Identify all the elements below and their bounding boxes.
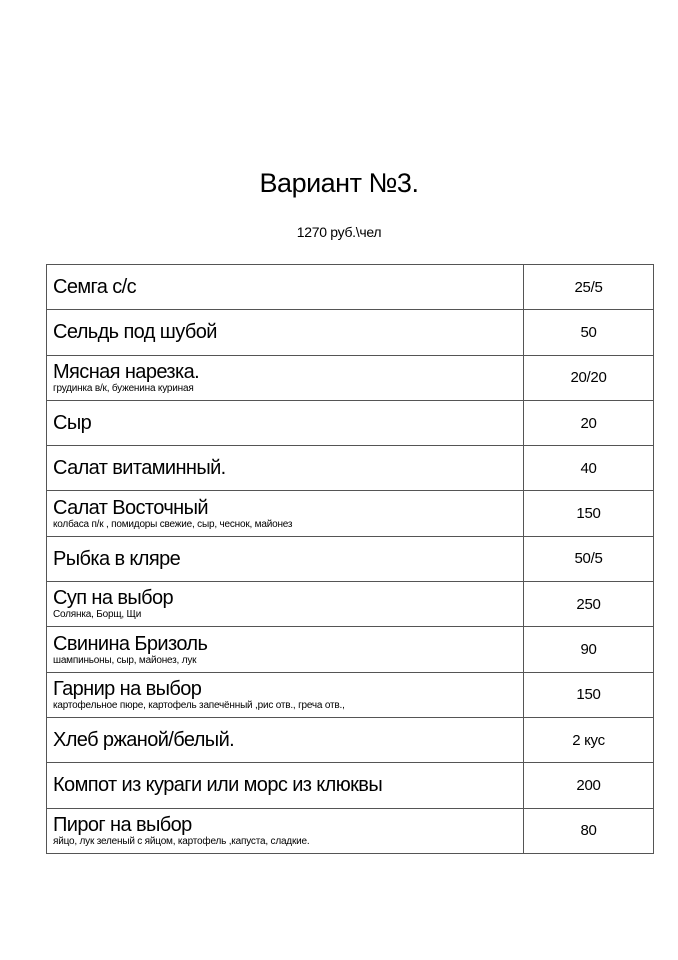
dish-name: Семга с/с (53, 276, 137, 299)
dish-cell (47, 582, 524, 627)
dish-cell (47, 763, 524, 808)
dish-name: Хлеб ржаной/белый. (53, 729, 235, 752)
menu-row (47, 582, 654, 627)
dish-cell (47, 400, 524, 445)
dish-name: Компот из кураги или морс из клюквы (53, 774, 383, 797)
dish-cell (47, 627, 524, 672)
dish-portion: 25/5 (524, 265, 654, 310)
dish-name: Рыбка в кляре (53, 547, 181, 570)
dish-name: Свинина Бризоль (53, 632, 208, 655)
menu-row (47, 446, 654, 491)
dish-description: картофельное пюре, картофель запечённый ,рис отв., греча отв., (53, 699, 345, 711)
dish-cell (47, 355, 524, 400)
dish-description: яйцо, лук зеленый с яйцом, картофель ,капуста, сладкие. (53, 835, 310, 847)
dish-description: Солянка, Борщ, Щи (53, 609, 142, 621)
price-per-person: 1270 руб.\чел (296, 224, 382, 240)
dish-name: Сельдь под шубой (53, 321, 217, 344)
menu-row (47, 355, 654, 400)
menu-row (47, 310, 654, 355)
dish-name: Суп на выбор (53, 587, 174, 610)
page-title: Вариант №3. (259, 168, 419, 198)
dish-portion: 150 (524, 672, 654, 717)
dish-cell (47, 310, 524, 355)
dish-portion: 80 (524, 808, 654, 853)
dish-portion: 50 (524, 310, 654, 355)
menu-row (47, 808, 654, 853)
menu-row (47, 763, 654, 808)
dish-name: Сыр (53, 412, 92, 435)
menu-table (46, 264, 654, 854)
dish-name: Салат витаминный. (53, 457, 226, 480)
dish-cell (47, 446, 524, 491)
dish-cell (47, 808, 524, 853)
dish-portion: 90 (524, 627, 654, 672)
dish-portion: 200 (524, 763, 654, 808)
dish-cell (47, 265, 524, 310)
dish-portion: 20 (524, 400, 654, 445)
dish-portion: 20/20 (524, 355, 654, 400)
menu-row (47, 672, 654, 717)
dish-cell (47, 672, 524, 717)
dish-portion: 40 (524, 446, 654, 491)
menu-row (47, 536, 654, 581)
dish-description: шампиньоны, сыр, майонез, лук (53, 654, 197, 666)
dish-cell (47, 717, 524, 762)
menu-row (47, 491, 654, 536)
dish-name: Гарнир на выбор (53, 677, 202, 700)
dish-portion: 150 (524, 491, 654, 536)
dish-cell (47, 491, 524, 536)
dish-name: Салат Восточный (53, 496, 208, 519)
menu-row (47, 627, 654, 672)
menu-row (47, 400, 654, 445)
dish-portion: 250 (524, 582, 654, 627)
dish-name: Пирог на выбор (53, 813, 192, 836)
dish-name: Мясная нарезка. (53, 360, 200, 383)
dish-portion: 2 кус (524, 717, 654, 762)
dish-portion: 50/5 (524, 536, 654, 581)
menu-row (47, 265, 654, 310)
dish-description: колбаса п/к , помидоры свежие, сыр, чеснок, майонез (53, 518, 293, 530)
dish-description: грудинка в/к, буженина куриная (53, 382, 194, 394)
dish-cell (47, 536, 524, 581)
menu-row (47, 717, 654, 762)
